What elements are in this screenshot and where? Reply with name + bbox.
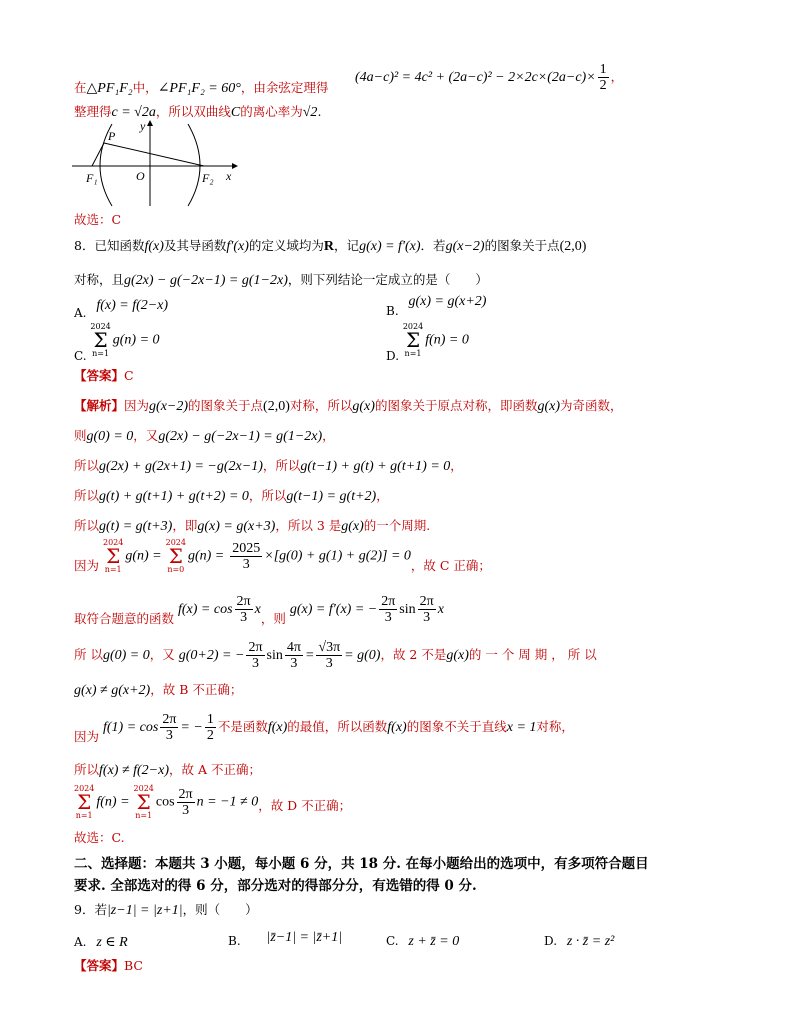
label-f1: F₁ (86, 171, 98, 185)
analysis-line-11: 所以f(x) ≠ f(2−x)，故 A 不正确； (74, 762, 261, 778)
q9-option-a: A. z ∈ R (74, 935, 128, 950)
hyperbola-figure (70, 118, 245, 208)
sum-symbol: 2024 Σ n=1 (74, 784, 95, 820)
q9-option-d: D. z · z̄ = z² (544, 934, 615, 949)
q8-stem-line1: 8．已知函数f(x)及其导函数f′(x)的定义域均为R，记g(x) = f′(x)．若g(x−2)的图象关于点(2,0) (74, 238, 587, 254)
section-2-heading-line1: 二、选择题：本题共 3 小题，每小题 6 分，共 18 分. 在每小题给出的选项中，有多项符合题目 (74, 856, 649, 872)
analysis-line-10: 因为 f(1) = cos $\frac{2\pi}{3}$ = − $\frac{1}{2}$ 不是函数f(x)的最值，所以函数f(x)的图象不关于直线x = 1对称， (74, 712, 574, 744)
analysis-final-answer: 故选：C. (74, 830, 125, 845)
analysis-line-7: 取符合题意的函数 f(x) = cos $\frac{2\pi}{3}$ x，则 g(x) = f′(x) = − $\frac{2\pi}{3}$ sin $\frac{2\pi}{3}$ x (74, 594, 444, 626)
sum-symbol: 2024 Σ n=1 (103, 538, 124, 574)
q9-option-c: C. z + z̄ = 0 (386, 934, 460, 949)
analysis-line-12: 2024 Σ n=1f(n) = 2024 Σ n=1cos $\frac{2\pi}{3}$ n = −1 ≠ 0，故 D 不正确； (74, 784, 352, 820)
analysis-line-6: 因为 2024 Σ n=1g(n) = 2024 Σ n=0g(n) = $\frac{2025}{3}$ ×[g(0) + g(1) + g(2)] = 0，故 C 正确； (74, 538, 491, 574)
analysis-line-1: 【解析】因为g(x−2)的图象关于点(2,0)对称，所以g(x)的图象关于原点对称，即函数g(x)为奇函数， (74, 398, 623, 414)
analysis-line-9: g(x) ≠ g(x+2)，故 B 不正确； (74, 682, 243, 698)
cosine-law-equation: (4a−c)² = 4c² + (2a−c)² − 2×2c×(2a−c)× $\frac{1}{2}$ ， (355, 62, 624, 93)
q9-stem: 9．若|z−1| = |z+1|，则（ ） (74, 902, 258, 918)
analysis-line-3: 所以g(2x) + g(2x+1) = −g(2x−1)，所以g(t−1) + g(t) + g(t+1) = 0， (74, 458, 463, 474)
label-o: O (136, 169, 145, 183)
segment-pf1 (92, 143, 104, 166)
q8-option-b: B. g(x) = g(x+2) (386, 294, 487, 318)
q8-answer: 【答案】C (74, 368, 134, 383)
q7-final-answer: 故选：C (74, 212, 122, 227)
eccentricity-value: √2 (302, 105, 318, 120)
q8-option-d: D. 2024 Σ n=1f(n) = 0 (386, 322, 469, 363)
cosine-law-formula: (4a−c)² = 4c² + (2a−c)² − 2×2c×(2a−c)× (355, 70, 596, 85)
segment-pf2 (104, 143, 204, 166)
y-axis-arrow (147, 120, 153, 126)
section-2-heading-line2: 要求. 全部选对的得 6 分，部分选对的得部分分，有选错的得 0 分. (74, 878, 477, 894)
sum-symbol: 2024 Σ n=1 (90, 322, 111, 358)
label-p: P (108, 129, 116, 143)
triangle-symbol: △PF₁F₂ (86, 81, 133, 96)
q9-option-b: B. |z̄−1| = |z̄+1| (228, 930, 343, 948)
angle-formula: ∠PF₁F₂ = 60° (157, 81, 241, 96)
c-eq-formula: c = √2a (111, 105, 156, 120)
q8-stem-line2: 对称，且g(2x) − g(−2x−1) = g(1−2x)，则下列结论一定成立的是（ ） (74, 272, 488, 288)
label-f2: F₂ (202, 171, 214, 185)
analysis-line-eccentricity: 整理得c = √2a，所以双曲线C的离心率为√2. (74, 104, 322, 120)
analysis-line-2: 则g(0) = 0，又g(2x) − g(−2x−1) = g(1−2x)， (74, 428, 335, 444)
half-fraction: $\frac{1}{2}$ (599, 62, 607, 93)
q8-option-c: C. 2024 Σ n=1g(n) = 0 (74, 322, 160, 363)
label-y: y (140, 119, 146, 133)
q9-answer: 【答案】BC (74, 958, 143, 973)
sum-symbol: 2024 Σ n=0 (165, 538, 186, 574)
analysis-line-5: 所以g(t) = g(t+3)，即g(x) = g(x+3)，所以 3 是g(x)的一个周期. (74, 518, 431, 534)
sum-symbol: 2024 Σ n=1 (133, 784, 154, 820)
label-x: x (226, 169, 232, 183)
sum-symbol: 2024 Σ n=1 (402, 322, 424, 358)
x-axis-arrow (232, 163, 238, 169)
analysis-line-4: 所以g(t) + g(t+1) + g(t+2) = 0，所以g(t−1) = g(t+2)， (74, 488, 389, 504)
q8-option-a: A. f(x) = f(2−x) (74, 298, 169, 320)
analysis-line-8: 所 以g(0) = 0，又 g(0+2) = − $\frac{2\pi}{3}$ sin $\frac{4\pi}{3}$ = $\frac{√3\pi}{3}$ = g(0)，故 2 不是g(x)的 一 个 周 期 ， 所 以 (74, 640, 597, 671)
analysis-line-triangle: 在△PF₁F₂中，∠PF₁F₂ = 60°，由余弦定理得 (74, 80, 329, 96)
